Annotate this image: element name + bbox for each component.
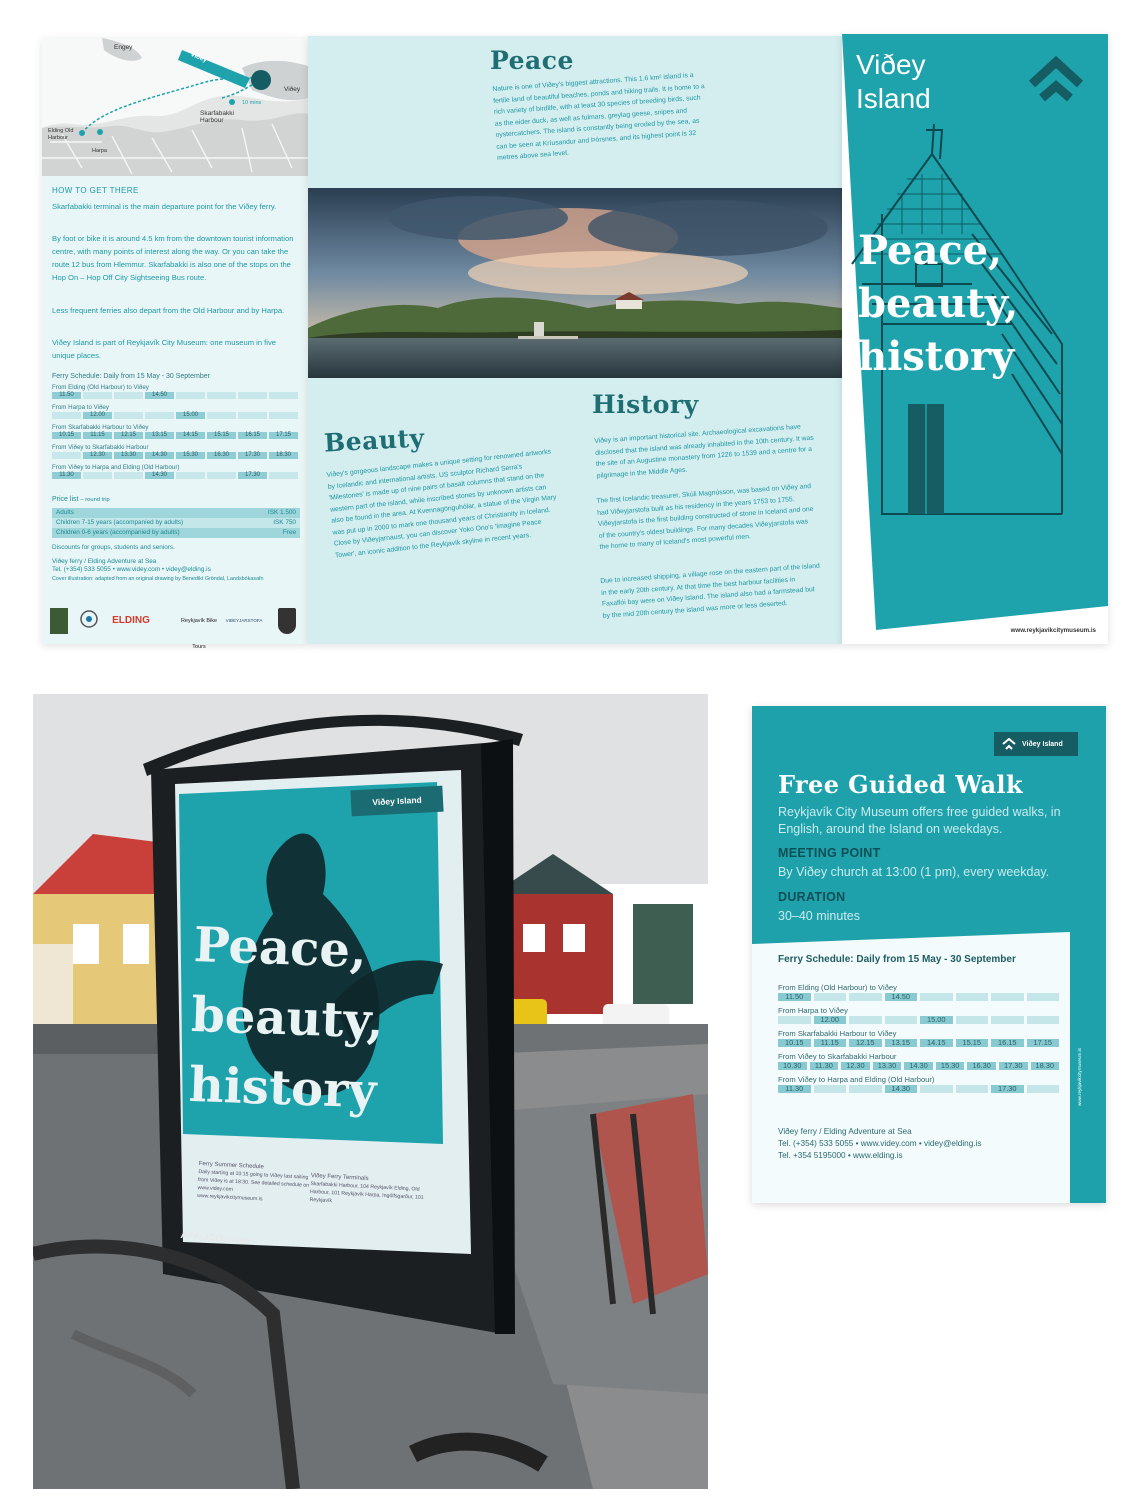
history-title: History [592,390,699,419]
how-to-para-2: By foot or bike it is around 4.5 km from the downtown tourist information centre, with many points of interest along the way. Or you can take the route 12 bus from Hlemmur. Skarfabakki is also one of the stops on the Hop On – Hop Off City Sightseeing Bus route. [52,234,294,282]
schedule-route-label: From Viðey to Harpa and Elding (Old Harbour) [52,464,180,471]
schedule-time-cell: 15.00 [176,412,205,419]
schedule-time-cell [778,1016,811,1024]
schedule-time-cell [920,1085,953,1093]
cover-title [856,48,931,116]
flyer-contact-line-1: Viðey ferry / Elding Adventure at Sea [778,1127,912,1136]
schedule-time-cell: 17.30 [991,1085,1024,1093]
schedule-route-label: From Viðey to Skarfabakki Harbour [52,444,149,451]
schedule-time-cell [83,392,112,399]
schedule-time-cell: 14.30 [904,1062,933,1070]
schedule-time-cell [1027,1085,1060,1093]
schedule-time-cell: 14.15 [920,1039,953,1047]
price-rows [52,508,300,538]
poster-tagline-line-2: beauty, [190,986,385,1050]
kiosk-brand: AFA JCDecaux [180,1230,252,1248]
poster-badge-label: Viðey Island [372,794,422,808]
schedule-time-cell: 13.15 [885,1039,918,1047]
schedule-time-cell: 11.50 [778,993,811,1001]
meeting-point-text: By Viðey church at 13:00 (1 pm), every weekday. [778,865,1050,879]
island-landscape-image [308,188,842,378]
schedule-time-cell: 10.15 [778,1039,811,1047]
cover-title-line-2: Island [856,83,931,114]
schedule-time-cell: 15.30 [936,1062,965,1070]
schedule-time-cell [269,392,298,399]
schedule-time-cell: 14.15 [176,432,205,439]
schedule-time-cell: 16.15 [991,1039,1024,1047]
flyer-contact [778,1126,981,1162]
history-para-1: Viðey is an important historical site. Archaeological excavations have disclosed that the island was already inhabited in the 10th century. It was the site of an Augustine monastery from 1226 to 1539 and a centre for a pilgrimage in the Middle Ages. [594,423,814,480]
flyer-contact-line-3: Tel. +354 5195000 • www.elding.is [778,1151,903,1160]
schedule-time-cell: 16.15 [238,432,267,439]
schedule-row [778,1039,1062,1048]
price-row [52,528,300,538]
videy-logo-icon [1002,738,1016,750]
schedule-time-cell [956,993,989,1001]
contact-line-1: Viðey ferry / Elding Adventure at Sea [52,558,157,565]
schedule-time-cell: 18.30 [1031,1062,1060,1070]
price-label: Children 7-15 years (accompanied by adults) [56,519,184,526]
price-row [52,518,300,528]
schedule-row [778,993,1062,1002]
schedule-time-cell: 10.15 [52,432,81,439]
schedule-time-cell: 17.30 [999,1062,1028,1070]
bike-tours-label: Reykjavík Bike Tours [180,618,218,650]
schedule-time-cell [991,993,1024,1001]
poster-terminals-text: Skarfabakki Harbour, 104 Reykjavík Elding, Old Harbour, 101 Reykjavík Harpa, Ingólfsgarður, 101 Reykjavík [309,1180,424,1205]
schedule-time-cell [207,472,236,479]
beauty-title: Beauty [323,423,426,458]
schedule-time-cell [238,412,267,419]
schedule-time-cell: 14.30 [145,452,174,459]
schedule-time-cell: 17.15 [269,432,298,439]
schedule-time-cell: 12.00 [83,412,112,419]
price-row [52,508,300,518]
flyer-badge-label: Viðey Island [1022,740,1063,748]
schedule-time-cell: 11.30 [52,472,81,479]
crest-icon [79,608,99,630]
schedule-time-cell: 13.15 [145,432,174,439]
schedule-route-label: From Elding (Old Harbour) to Viðey [778,983,897,992]
poster-schedule-title: Ferry Summer Schedule [198,1160,264,1171]
schedule-time-cell: 15.15 [207,432,236,439]
duration-heading: DURATION [778,890,846,904]
schedule-route-label: From Harpa to Viðey [52,404,109,411]
schedule-title: Ferry Schedule: Daily from 15 May - 30 September [52,373,210,380]
schedule-row [778,1085,1062,1094]
schedule-time-cell: 11.15 [814,1039,847,1047]
map-illustration [42,38,308,176]
schedule-time-cell: 14.50 [885,993,918,1001]
schedule-time-cell [1027,993,1060,1001]
peace-text: Nature is one of Viðey's biggest attractions. This 1.6 km² island is a fertile land of beautiful beaches, ponds and hiking trails. It is home to a rich variety of birdlife, with at least 30 species of breeding birds, such as the eider duck, as well as fulmars, greylag geese, snipes and oystercatchers. The island is constantly being eroded by the sea, as can be seen at Kríusandur and Þórsnes, and its highest point is 32 metres above sea level. [492,71,705,162]
schedule-time-cell: 12.15 [849,1039,882,1047]
schedule-row [52,452,300,460]
guided-walk-flyer [752,706,1106,1203]
map-label-elding: Elding Old Harbour [48,128,74,141]
schedule-time-cell: 12.30 [841,1062,870,1070]
cover-tagline [858,224,1018,383]
schedule-time-cell [207,412,236,419]
flyer-side-url: www.reykjavikcitymuseum.is [1077,1048,1082,1106]
island-photo [308,188,842,378]
price-list-heading [52,496,300,508]
map-label-videy-route: Viðey [189,51,208,64]
price-label: Children 0-6 years (accompanied by adults) [56,529,180,536]
cover-artwork [842,34,1108,644]
schedule-time-cell: 15.30 [176,452,205,459]
schedule-time-cell [1027,1016,1060,1024]
how-to-para-1: Skarfabakki terminal is the main departure point for the Viðey ferry. [52,202,277,211]
schedule-time-cell: 15.15 [956,1039,989,1047]
ferry-route-map [42,38,308,176]
cover-title-line-1: Viðey [856,49,926,80]
flyer-schedule [778,982,1062,1097]
flyer-title: Free Guided Walk [778,770,1023,799]
street-poster-photo [33,694,708,1489]
schedule-time-cell: 16.30 [207,452,236,459]
price-value: ISK 1.500 [267,509,296,516]
beauty-text: Viðey's gorgeous landscape makes a unique setting for renowned artworks by Icelandic and international artists. US sculptor Richard Serra's 'Milestones' is made up of nine pairs of basalt columns that stand on the western part of the island, while inscribed stones by unknown artists can also be found in the area. At Kvennagönguhólar, a statue of the Virgin Mary was put up in 2000 to mark one thousand years of Christianity in Iceland. Close by Viðeyjarnaust, you can discover Yoko Ono's 'Imagine Peace Tower', an iconic addition to the Reykjavík skyline in recent years. [326,448,557,560]
history-para-3: Due to increased shipping, a village rose on the eastern part of the island in the early 20th century. At that time the best harbour facilities in Faxaflói bay were on Viðey Island. The island also had a farmstead but by the mid 20th century the island was more or less deserted. [600,562,820,620]
schedule-time-cell [814,993,847,1001]
schedule-time-cell: 14.50 [145,392,174,399]
poster-terminals [309,1172,431,1210]
map-label-engey: Engey [114,44,133,51]
schedule-time-cell [269,472,298,479]
schedule-route-label: From Skarfabakki Harbour to Viðey [52,424,149,431]
contact-line-2: Tel. (+354) 533 5055 • www.videy.com • videy@elding.is [52,566,211,573]
price-list [52,496,300,582]
schedule-row [52,412,300,420]
schedule-time-cell: 17.30 [238,472,267,479]
schedule-time-cell [145,412,174,419]
price-list-subtitle: – round trip [80,497,110,503]
logo-crest [78,608,100,634]
schedule-row [778,1062,1062,1071]
cover-tagline-line-2: beauty, [858,280,1019,327]
schedule-time-cell: 14.30 [145,472,174,479]
cover-credit: Cover illustration: adapted from an original drawing by Benedikt Gröndal, Landsbókasafn [52,576,264,582]
schedule-time-cell [176,392,205,399]
schedule-time-cell: 11.30 [778,1085,811,1093]
cover-url: www.reykjavikcitymuseum.is [1010,627,1096,634]
schedule-time-cell [885,1016,918,1024]
meeting-point-heading: MEETING POINT [778,846,881,860]
logo-shield [278,608,296,634]
poster-tagline-line-1: Peace, [192,916,368,979]
schedule-route-label: From Harpa to Viðey [778,1006,848,1015]
map-label-videy: Viðey [284,86,301,93]
poster-tagline [188,910,387,1127]
duration-text: 30–40 minutes [778,909,861,923]
schedule-time-cell: 15.00 [920,1016,953,1024]
schedule-route-label: From Viðey to Harpa and Elding (Old Harbour) [778,1075,935,1084]
poster-badge [350,786,443,817]
price-list-title: Price list [52,496,79,503]
schedule-time-cell [83,472,112,479]
schedule-route-label: From Skarfabakki Harbour to Viðey [778,1029,897,1038]
schedule-row [52,392,300,400]
schedule-time-cell [849,993,882,1001]
schedule-row [778,1016,1062,1025]
how-to-para-3: Less frequent ferries also depart from the Old Harbour and by Harpa. [52,306,285,315]
how-to-heading: HOW TO GET THERE [52,186,139,195]
map-label-harpa: Harpa [92,148,107,154]
schedule-time-cell [956,1085,989,1093]
schedule-time-cell: 10.30 [778,1062,807,1070]
schedule-time-cell: 11.15 [83,432,112,439]
schedule-time-cell: 11.30 [810,1062,839,1070]
schedule-time-cell [52,452,81,459]
schedule-routes [52,383,300,480]
schedule-time-cell [849,1016,882,1024]
logo-reykjavik [50,608,68,634]
schedule-time-cell [176,472,205,479]
brochure-content-panel [308,36,842,644]
poster-terminals-title: Viðey Ferry Terminals [310,1172,369,1183]
map-label-minutes: 10 mins [242,100,262,106]
schedule-time-cell: 13.30 [873,1062,902,1070]
schedule-time-cell [920,993,953,1001]
poster-schedule-text: Daily starting at 10:15 going to Viðey last sailing from Viðey is at 18:30. See detailed schedule on www.videy.com [197,1168,310,1193]
logo-elding: ELDING [112,615,150,626]
poster-tagline-line-3: history [187,1056,378,1120]
brochure-schedule [52,372,300,483]
flyer-schedule-title: Ferry Schedule: Daily from 15 May - 30 September [778,954,1016,965]
how-to-para-4: Viðey Island is part of Reykjavík City Museum: one museum in five unique places. [52,338,276,360]
history-para-2: The first Icelandic treasurer, Skúli Magnússon, was based on Viðey and had Viðeyjarstofa built as his residency in the years 1753 to 1755. Viðeyjarstofa is the first building constructed of stone in Iceland and one of the country's oldest buildings. For many decades Viðeyjarstofa was the home to many of Iceland's most powerful men. [596,482,814,551]
schedule-time-cell [114,412,143,419]
schedule-time-cell: 13.30 [114,452,143,459]
logo-videyjarstofa: VIÐEYJARSTOFA [225,618,263,623]
schedule-time-cell [956,1016,989,1024]
schedule-time-cell: 11.50 [52,392,81,399]
schedule-time-cell: 12.00 [814,1016,847,1024]
brochure-cover [842,34,1108,644]
schedule-time-cell: 17.30 [238,452,267,459]
schedule-time-cell [114,472,143,479]
schedule-row [52,472,300,480]
flyer-intro: Reykjavík City Museum offers free guided walks, in English, around the Island on weekdays. [778,805,1061,836]
poster-schedule [197,1160,319,1206]
map-label-skarfabakki: Skarfabakki Harbour [200,110,234,124]
price-value: Free [282,529,296,536]
poster-url: www.reykjavikcitymuseum.is [196,1192,263,1203]
price-label: Adults [56,509,74,516]
schedule-time-cell [269,412,298,419]
schedule-row [52,432,300,440]
schedule-time-cell [849,1085,882,1093]
peace-title: Peace [490,46,574,75]
schedule-time-cell: 12.30 [83,452,112,459]
flyer-badge [994,732,1078,756]
schedule-route-label: From Elding (Old Harbour) to Viðey [52,384,149,391]
cover-tagline-line-1: Peace, [858,227,1003,274]
schedule-time-cell: 18.30 [269,452,298,459]
schedule-time-cell: 12.15 [114,432,143,439]
schedule-time-cell [207,392,236,399]
brochure-spread [0,0,1146,680]
schedule-time-cell [238,392,267,399]
schedule-time-cell: 16.30 [967,1062,996,1070]
schedule-time-cell [52,412,81,419]
schedule-time-cell [114,392,143,399]
flyer-contact-line-2: Tel. (+354) 533 5055 • www.videy.com • videy@elding.is [778,1139,982,1148]
schedule-time-cell [991,1016,1024,1024]
brochure-info-panel [42,38,308,650]
schedule-time-cell [814,1085,847,1093]
schedule-route-label: From Viðey to Skarfabakki Harbour [778,1052,897,1061]
schedule-time-cell: 17.15 [1027,1039,1060,1047]
cover-tagline-line-3: history [858,333,1015,380]
discount-note: Discounts for groups, students and seniors. [52,544,175,551]
price-value: ISK 750 [273,519,296,526]
schedule-time-cell: 14.30 [885,1085,918,1093]
logo-bike-tours [160,608,218,650]
